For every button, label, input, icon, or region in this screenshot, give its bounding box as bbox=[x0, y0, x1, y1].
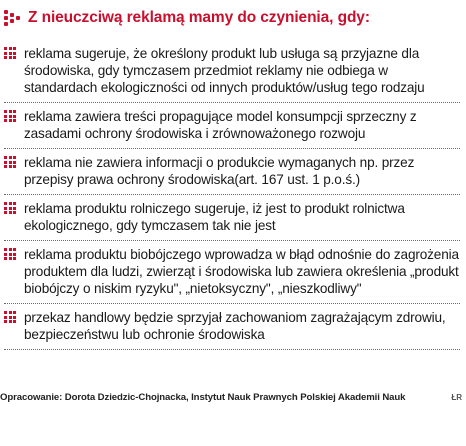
grid-bullet-icon bbox=[4, 202, 18, 216]
page-title: Z nieuczciwą reklamą mamy do czynienia, gdy: bbox=[28, 9, 370, 26]
list-item-text: reklama produktu rolniczego sugeruje, iż jest to produkt rolnictwa ekologicznego, gdy tymczasem tak nie jest bbox=[24, 201, 405, 233]
list-item-text: przekaz handlowy będzie sprzyjał zachowaniom zagrażającym zdrowiu, bezpieczeństwu lub ochronie środowiska bbox=[24, 310, 446, 342]
list-item-text: reklama nie zawiera informacji o produkcie wymaganych np. przez przepisy prawa ochrony środowiska(art. 167 ust. 1 p.o.ś.) bbox=[24, 155, 415, 187]
list-item bbox=[4, 241, 460, 304]
source-credit: Opracowanie: Dorota Dziedzic-Chojnacka, Instytut Nauk Prawnych Polskiej Akademii Nauk bbox=[0, 392, 406, 403]
list-item-text: reklama zawiera treści propagujące model konsumpcji sprzeczny z zasadami ochrony środowiska i zrównoważonego rozwoju bbox=[24, 109, 417, 141]
grid-bullet-icon bbox=[4, 156, 18, 170]
list-item bbox=[4, 40, 460, 103]
list-item-text: reklama sugeruje, że określony produkt lub usługa są przyjazne dla środowiska, gdy tymczasem przedmiot reklamy nie odbiega w standardach ekologiczności od innych produktów/usług tego rodzaju bbox=[24, 46, 425, 95]
source-footer bbox=[0, 392, 466, 403]
grid-bullet-icon bbox=[4, 110, 18, 124]
grid-bullet-icon bbox=[4, 311, 18, 325]
dotted-arrow-icon bbox=[4, 10, 22, 26]
list-item bbox=[4, 103, 460, 149]
list-item bbox=[4, 195, 460, 241]
list-item bbox=[4, 304, 460, 350]
grid-bullet-icon bbox=[4, 248, 18, 262]
list-item-text: reklama produktu biobójczego wprowadza w błąd odnośnie do zagrożenia produktem dla ludzi, zwierząt i środowiska lub zawiera określenia „produkt biobójczy o niskim ryzyku", „nietoksyczny", „nieszkodliwy" bbox=[24, 247, 459, 296]
publisher-mark: ŁR bbox=[451, 393, 462, 402]
grid-bullet-icon bbox=[4, 47, 18, 61]
list-item bbox=[4, 149, 460, 195]
criteria-list bbox=[4, 40, 460, 350]
infobox-header bbox=[4, 6, 370, 30]
